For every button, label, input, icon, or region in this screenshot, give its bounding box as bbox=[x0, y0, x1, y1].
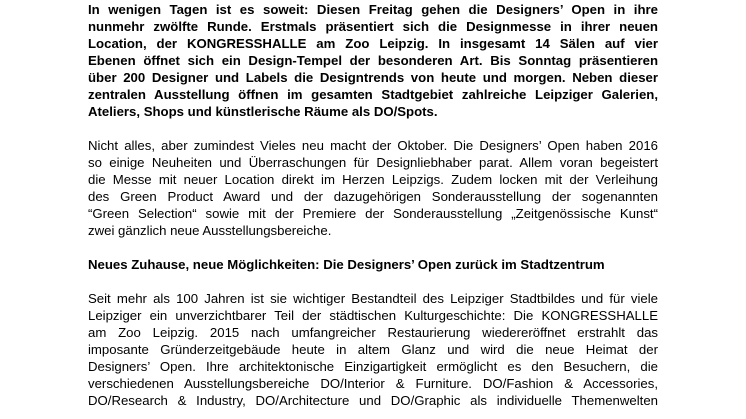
intro-line: Ateliers, Shops und künstlerische Räume als DO/Spots. bbox=[88, 104, 438, 119]
body-line: Seit mehr als 100 Jahren ist sie wichtiger Bestandteil des Leipziger Stadtbildes und für viele bbox=[88, 291, 658, 306]
intro-line: In wenigen Tagen ist es soweit: Diesen Freitag gehen die Designers’ Open in ihre bbox=[88, 2, 658, 17]
intro-line: über 200 Designer und Labels die Designtrends von heute und morgen. Neben dieser bbox=[88, 70, 658, 85]
intro-line: zentralen Ausstellung öffnen im gesamten Stadtgebiet zahlreiche Leipziger Galerien, bbox=[88, 87, 658, 102]
paragraph-spacer bbox=[88, 273, 658, 290]
body-line: verschiedenen Ausstellungsbereiche DO/Interior & Furniture. DO/Fashion & Accessories, bbox=[88, 376, 658, 391]
body-paragraph bbox=[88, 290, 658, 409]
paragraph-spacer bbox=[88, 239, 658, 256]
intro-paragraph bbox=[88, 1, 658, 120]
body-line: die Messe mit neuer Location direkt im Herzen Leipzigs. Zudem locken mit der Verleihung bbox=[88, 172, 658, 187]
body-line: des Green Product Award und der dazugehörigen Sonderausstellung der sogenannten bbox=[88, 189, 658, 204]
body-line: so einige Neuheiten und Überraschungen für Designliebhaber parat. Allem voran begeistert bbox=[88, 155, 658, 170]
body-line: zwei gänzlich neue Ausstellungsbereiche. bbox=[88, 223, 332, 238]
section-heading-text: Neues Zuhause, neue Möglichkeiten: Die Designers’ Open zurück im Stadtzentrum bbox=[88, 257, 605, 272]
body-line: Leipziger ein unverzichtbarer Teil der städtischen Kulturgeschichte: Die KONGRESSHALLE bbox=[88, 308, 658, 323]
body-line: am Zoo Leipzig. 2015 nach umfangreicher Restaurierung wiedereröffnet erstrahlt das bbox=[88, 325, 658, 340]
body-line: imposante Gründerzeitgebäude heute in altem Glanz und wird die neue Heimat der bbox=[88, 342, 658, 357]
body-line: DO/Research & Industry, DO/Architecture und DO/Graphic als individuelle Themenwelten bbox=[88, 393, 658, 408]
intro-line: Location, der KONGRESSHALLE am Zoo Leipzig. In insgesamt 14 Sälen auf vier bbox=[88, 36, 658, 51]
intro-line: nunmehr zwölfte Runde. Erstmals präsentiert sich die Designmesse in ihrer neuen bbox=[88, 19, 658, 34]
paragraph-spacer bbox=[88, 120, 658, 137]
section-heading bbox=[88, 256, 658, 273]
body-line: Nicht alles, aber zumindest Vieles neu macht der Oktober. Die Designers’ Open haben 2016 bbox=[88, 138, 658, 153]
body-line: “Green Selection“ sowie mit der Premiere der Sonderausstellung „Zeitgenössische Kunst“ bbox=[88, 206, 658, 221]
body-paragraph bbox=[88, 137, 658, 239]
document-page bbox=[88, 1, 658, 409]
body-line: Designers’ Open. Ihre architektonische Einzigartigkeit ermöglicht es den Besuchern, die bbox=[88, 359, 658, 374]
intro-line: Ebenen öffnet sich ein Design-Tempel der besonderen Art. Bis Sonntag präsentieren bbox=[88, 53, 658, 68]
